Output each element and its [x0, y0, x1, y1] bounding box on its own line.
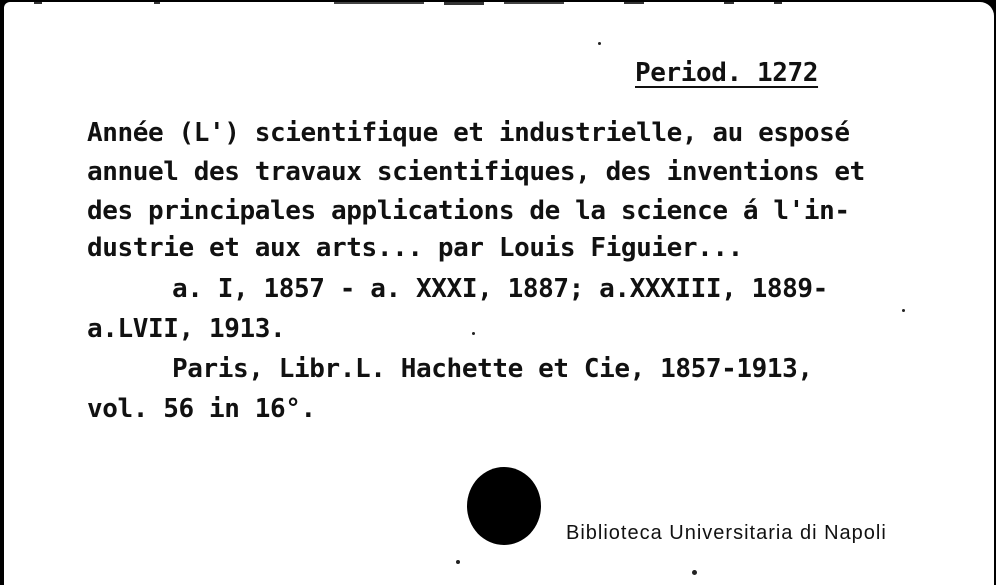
- catalog-card: [4, 2, 994, 585]
- speck-mark: [598, 42, 601, 45]
- holdings-line-2: a.LVII, 1913.: [87, 314, 286, 344]
- stamp-dot-icon: [467, 467, 541, 545]
- speck-mark: [456, 560, 460, 564]
- speck-mark: [692, 570, 697, 575]
- shelfmark: Period. 1272: [635, 58, 819, 88]
- entry-line-4: dustrie et aux arts... par Louis Figuier...: [87, 233, 743, 263]
- speck-mark: [902, 309, 905, 312]
- library-stamp: Biblioteca Universitaria di Napoli: [566, 522, 887, 544]
- speck-mark: [472, 332, 475, 335]
- holdings-line-1: a. I, 1857 - a. XXXI, 1887; a.XXXIII, 1889-: [172, 274, 828, 304]
- entry-line-1: Année (L') scientifique et industrielle, au esposé: [87, 118, 850, 148]
- entry-line-3: des principales applications de la science á l'in-: [87, 196, 850, 226]
- entry-line-2: annuel des travaux scientifiques, des inventions et: [87, 157, 865, 187]
- imprint-line-1: Paris, Libr.L. Hachette et Cie, 1857-1913,: [172, 354, 813, 384]
- top-edge-marks: [4, 2, 994, 6]
- imprint-line-2: vol. 56 in 16°.: [87, 394, 316, 424]
